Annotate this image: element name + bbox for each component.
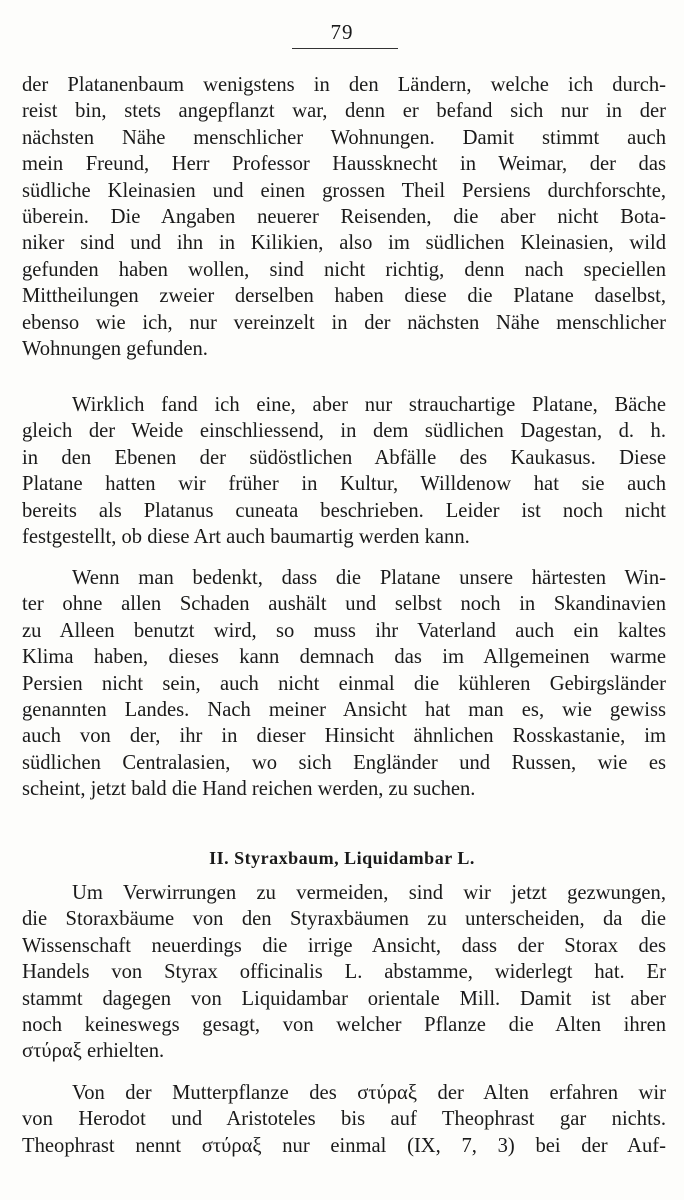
paragraph-line: auch von der, ihr in dieser Hinsicht ähnlichen Rosskastanie, im <box>22 725 666 748</box>
paragraph-line: nächsten Nähe menschlicher Wohnungen. Damit stimmt auch <box>22 126 666 149</box>
paragraph-line: mein Freund, Herr Professor Haussknecht in Weimar, der das <box>22 153 666 176</box>
paragraph-2 <box>22 392 666 550</box>
section-paragraph-1 <box>22 880 666 1065</box>
paragraph-line: Von der Mutterpflanze des στύραξ der Alten erfahren wir <box>72 1082 666 1104</box>
paragraph-line: scheint, jetzt bald die Hand reichen werden, zu suchen. <box>22 778 476 801</box>
paragraph-line: Wohnungen gefunden. <box>22 337 208 360</box>
section-paragraph-2 <box>22 1080 666 1159</box>
paragraph-line: in den Ebenen der südöstlichen Abfälle des Kaukasus. Diese <box>22 446 666 469</box>
paragraph-line: στύραξ erhielten. <box>22 1040 165 1063</box>
paragraph-line: zu Alleen benutzt wird, so muss ihr Vaterland auch ein kaltes <box>22 619 666 642</box>
paragraph-line: genannten Landes. Nach meiner Ansicht hat man es, wie gewiss <box>22 698 666 721</box>
section-heading: II. Styraxbaum, Liquidambar L. <box>209 848 475 868</box>
paragraph-line: südlichen Centralasien, wo sich Engländer und Russen, wie es <box>22 751 666 774</box>
paragraph-line: Um Verwirrungen zu vermeiden, sind wir jetzt gezwungen, <box>72 882 666 904</box>
paragraph-line: überein. Die Angaben neuerer Reisenden, die aber nicht Bota- <box>22 205 666 228</box>
paragraph-line: Wissenschaft neuerdings die irrige Ansicht, dass der Storax des <box>22 934 666 957</box>
paragraph-line: der Platanenbaum wenigstens in den Ländern, welche ich durch- <box>22 74 666 96</box>
paragraph-3 <box>22 565 666 803</box>
paragraph-line: reist bin, stets angepflanzt war, denn er befand sich nur in der <box>22 100 666 123</box>
paragraph-line: festgestellt, ob diese Art auch baumartig werden kann. <box>22 525 470 548</box>
paragraph-line: gefunden haben wollen, sind nicht richtig, denn nach speciellen <box>22 258 666 281</box>
paragraph-line: Wenn man bedenkt, dass die Platane unsere härtesten Win- <box>72 567 666 589</box>
paragraph-line: die Storaxbäume von den Styraxbäumen zu unterscheiden, da die <box>22 908 666 931</box>
paragraph-line: Handels von Styrax officinalis L. abstamme, widerlegt hat. Er <box>22 961 666 984</box>
paragraph-line: Klima haben, dieses kann demnach das im Allgemeinen warme <box>22 646 666 669</box>
paragraph-line: niker sind und ihn in Kilikien, also im südlichen Kleinasien, wild <box>22 232 666 255</box>
paragraph-1 <box>22 72 666 362</box>
page-number: 79 <box>330 20 354 44</box>
paragraph-line: südliche Kleinasien und einen grossen Theil Persiens durchforschte, <box>22 179 666 202</box>
paragraph-line: von Herodot und Aristoteles bis auf Theophrast gar nichts. <box>22 1108 666 1131</box>
paragraph-line: ter ohne allen Schaden aushält und selbst noch in Skandinavien <box>22 593 666 616</box>
paragraph-line: bereits als Platanus cuneata beschrieben. Leider ist noch nicht <box>22 499 666 522</box>
paragraph-line: gleich der Weide einschliessend, in dem südlichen Dagestan, d. h. <box>22 420 666 443</box>
paragraph-line: Theophrast nennt στύραξ nur einmal (IX, 7, 3) bei der Auf- <box>22 1134 666 1157</box>
paragraph-line: Wirklich fand ich eine, aber nur strauchartige Platane, Bäche <box>72 394 666 416</box>
paragraph-line: stammt dagegen von Liquidambar orientale Mill. Damit ist aber <box>22 987 666 1010</box>
paragraph-line: ebenso wie ich, nur vereinzelt in der nächsten Nähe menschlicher <box>22 311 666 334</box>
paragraph-line: Mittheilungen zweier derselben haben diese die Platane daselbst, <box>22 285 666 308</box>
paragraph-line: Persien nicht sein, auch nicht einmal die kühleren Gebirgsländer <box>22 672 666 695</box>
paragraph-line: Platane hatten wir früher in Kultur, Willdenow hat sie auch <box>22 473 666 496</box>
page-number-rule <box>292 48 398 49</box>
paragraph-line: noch keineswegs gesagt, von welcher Pflanze die Alten ihren <box>22 1013 666 1036</box>
